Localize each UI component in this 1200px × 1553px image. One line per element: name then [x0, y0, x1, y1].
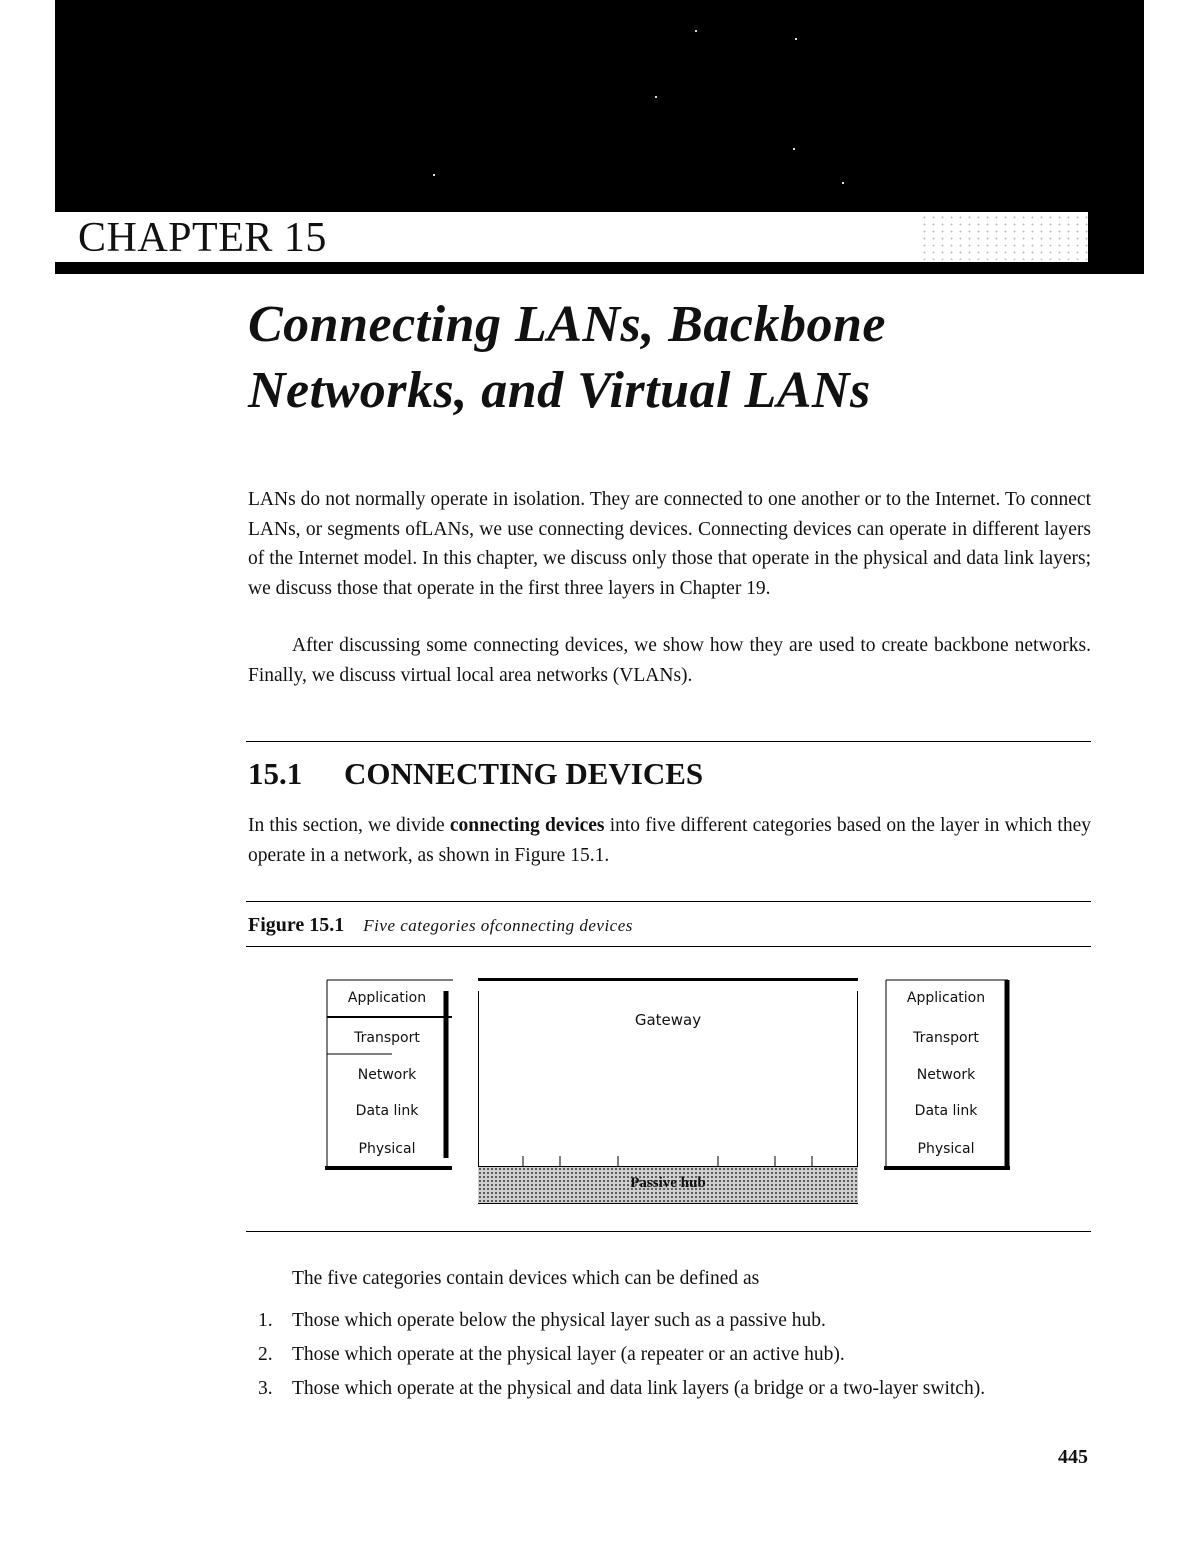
section-title: CONNECTING DEVICES [344, 756, 704, 791]
intro-paragraph-2: After discussing some connecting devices, we show how they are used to create backbone networks. Finally, we discuss virtual local area networks (VLANs). [248, 635, 1091, 686]
chapter-label: CHAPTER 15 [78, 215, 327, 261]
left-layer-transport: Transport [354, 1030, 420, 1046]
list-item-marker: 3. [258, 1378, 273, 1399]
gateway-box [478, 978, 858, 1169]
list-item-marker: 2. [258, 1344, 273, 1365]
list-item [258, 1340, 1091, 1369]
left-layer-application: Application [347, 990, 427, 1006]
left-layer-network: Network [357, 1067, 417, 1083]
list-item-text: Those which operate below the physical layer such as a passive hub. [292, 1310, 826, 1331]
left-layer-data-link: Data link [355, 1103, 419, 1119]
right-layer-data-link: Data link [914, 1103, 978, 1119]
section-number: 15.1 [248, 756, 303, 791]
figure-title: Five categories ofconnecting devices [363, 916, 633, 935]
passive-hub-label: Passive hub [630, 1175, 706, 1191]
category-list [258, 1306, 1091, 1408]
left-layer-stack [327, 990, 447, 1170]
figure-bottom-rule [246, 1231, 1091, 1232]
intro-paragraph-1: LANs do not normally operate in isolation. They are connected to one another or to the Internet. To connect LANs, or segments ofLANs, we use connecting devices. Connecting devices can operate in different layers of the Internet model. In this chapter, we discuss only those that operate in the physical and data link layers; we discuss those that operate in the first three layers in Chapter 19. [248, 489, 1091, 599]
left-layer-physical: Physical [358, 1141, 416, 1157]
chapter-title-line2: Networks, and Virtual LANs [248, 362, 871, 419]
page-number: 445 [1058, 1446, 1088, 1468]
section-text-after: into five different categories based on the layer in which they operate in a network, as shown in Figure 15.1. [248, 815, 1091, 866]
right-layer-network: Network [916, 1067, 976, 1083]
section-text-before: In this section, we divide [248, 815, 450, 836]
passive-hub-band [478, 1166, 858, 1204]
chapter-title-line1: Connecting LANs, Backbone [248, 296, 886, 353]
list-item [258, 1306, 1091, 1335]
list-item [258, 1374, 1091, 1403]
right-layer-application: Application [906, 990, 986, 1006]
figure-label: Figure 15.1 [248, 914, 345, 936]
section-text-bold: connecting devices [449, 815, 605, 836]
list-item-text: Those which operate at the physical and data link layers (a bridge or a two-layer switch). [292, 1378, 986, 1399]
right-layer-stack [886, 990, 1006, 1170]
gateway-label: Gateway [634, 1011, 702, 1029]
list-item-marker: 1. [258, 1310, 273, 1331]
right-layer-transport: Transport [913, 1030, 979, 1046]
right-layer-physical: Physical [917, 1141, 975, 1157]
list-intro: The five categories contain devices which can be defined as [292, 1268, 760, 1289]
list-item-text: Those which operate at the physical layer (a repeater or an active hub). [292, 1344, 845, 1365]
